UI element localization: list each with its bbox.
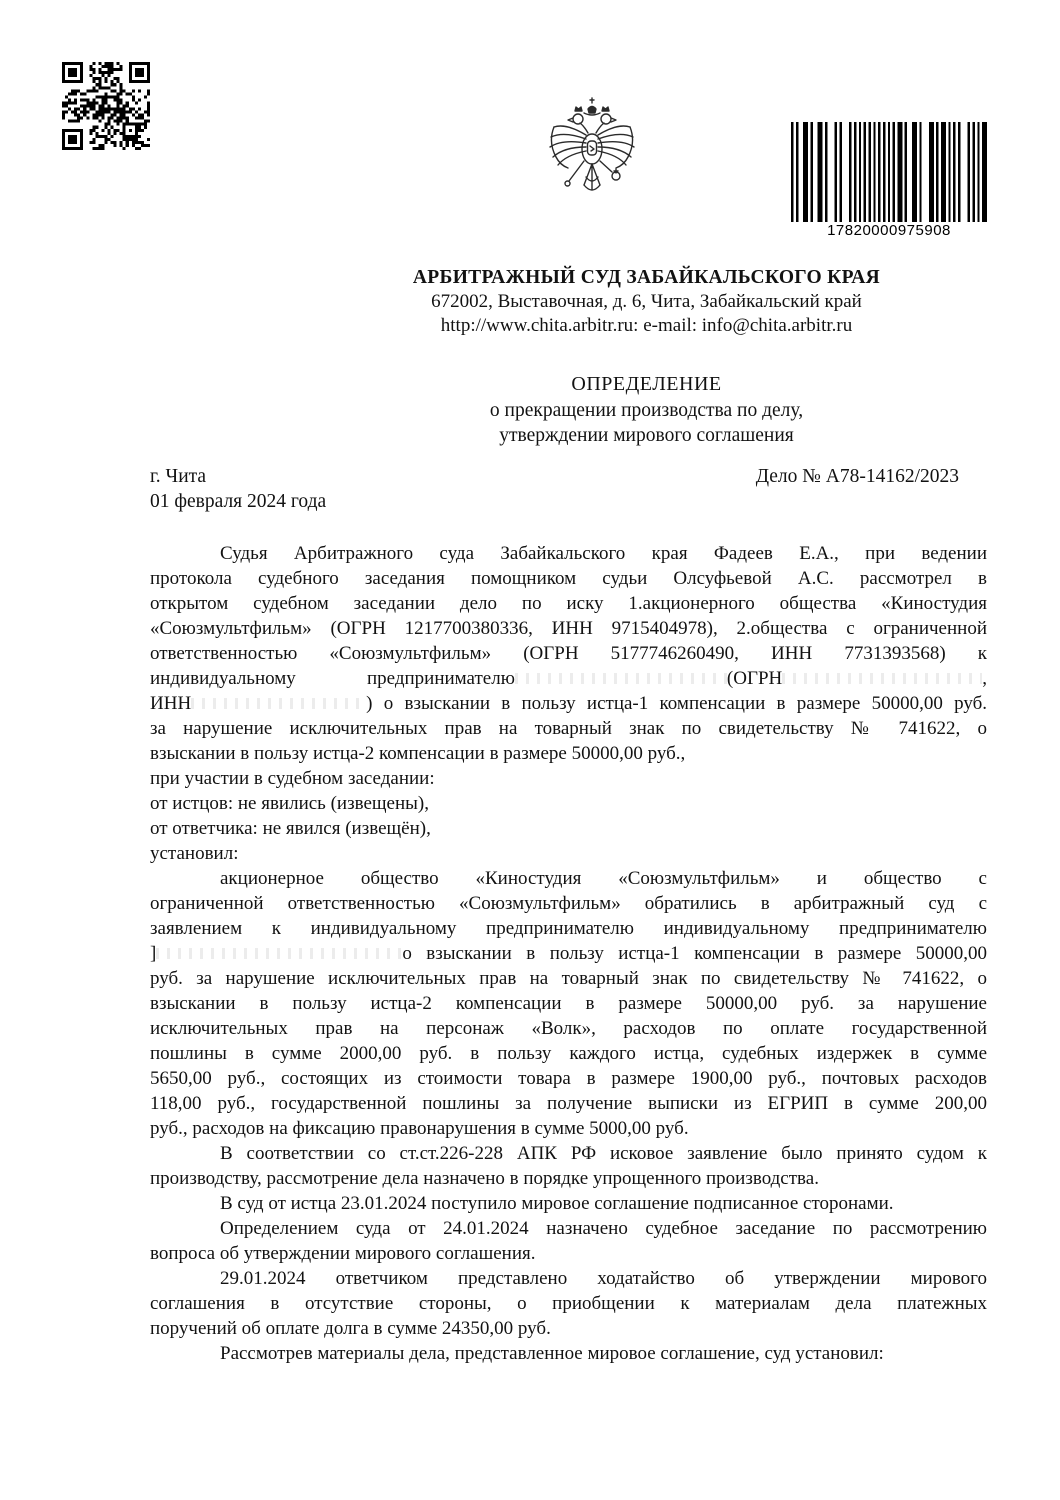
body-line: от ответчика: не явился (извещён), [150,818,431,839]
redacted-text [191,698,366,709]
body-line: руб., расходов на фиксацию правонарушения в сумме 5000,00 руб. [150,1118,689,1139]
body-line: за нарушение исключительных прав на товарный знак по свидетельству № 741622, о [150,718,987,739]
body-line: открытом судебном заседании дело по иску 1.акционерного общества «Киностудия [150,593,987,614]
case-date: 01 февраля 2024 года [150,491,327,512]
body-line: акционерное общество «Киностудия «Союзмультфильм» и общество с [220,868,987,889]
redacted-text [156,948,402,959]
court-header [150,266,1060,338]
body-line: исключительных прав на персонаж «Волк», расходов по оплате государственной [150,1018,987,1039]
body-line: 5650,00 руб., состоящих из стоимости товара в размере 1900,00 руб., почтовых расходов [150,1068,987,1089]
body-line: соглашения в отсутствие стороны, о приобщении к материалам дела платежных [150,1293,987,1314]
body-line: заявлением к индивидуальному предпринимателю индивидуальному предпринимателю [150,918,987,939]
barcode-icon [791,122,987,222]
body-line: 118,00 руб., государственной пошлины за получение выписки из ЕГРИП в сумме 200,00 [150,1093,987,1114]
document-subtitle-1: о прекращении производства по делу, [489,400,804,421]
document-title: ОПРЕДЕЛЕНИЕ [571,373,722,395]
coat-of-arms-icon [546,97,638,203]
body-line: установил: [150,843,239,864]
court-name: АРБИТРАЖНЫЙ СУД ЗАБАЙКАЛЬСКОГО КРАЯ [412,267,881,288]
body-line: взыскании в пользу истца-2 компенсации в размере 50000,00 руб. за нарушение [150,993,987,1014]
case-number: Дело № А78-14162/2023 [755,466,959,487]
body-line: поручений об оплате долга в сумме 24350,00 руб. [150,1318,551,1339]
body-line: ] о взыскании в пользу истца-1 компенсации в размере 50000,00 [150,943,987,964]
body-line: индивидуальному предпринимателю (ОГРН , [150,668,987,689]
body-line: взыскании в пользу истца-2 компенсации в размере 50000,00 руб., [150,743,686,764]
body-line: ограниченной ответственностью «Союзмультфильм» обратились в арбитражный суд с [150,893,987,914]
body-line: Определением суда от 24.01.2024 назначено судебное заседание по рассмотрению [220,1218,987,1239]
body-line: ответственностью «Союзмультфильм» (ОГРН 5177746260490, ИНН 7731393568) к [150,643,987,664]
body-line: от истцов: не явились (извещены), [150,793,429,814]
body-line: В соответствии со ст.ст.226-228 АПК РФ исковое заявление было принято судом к [220,1143,987,1164]
qr-code-icon [62,62,150,150]
document-subtitle-2: утверждении мирового соглашения [499,425,794,446]
case-info-row [150,464,987,489]
case-city: г. Чита [150,466,207,487]
body-line: 29.01.2024 ответчиком представлено ходатайство об утверждении мирового [220,1268,987,1289]
body-line: протокола судебного заседания помощником судьи Олсуфьевой А.С. рассмотрел в [150,568,987,589]
redacted-text [782,673,982,684]
body-line: ИНН ) о взыскании в пользу истца-1 компенсации в размере 50000,00 руб. [150,693,987,714]
redacted-text [515,673,727,684]
body-line: пошлины в сумме 2000,00 руб. в пользу каждого истца, судебных издержек в сумме [150,1043,987,1064]
body-line: руб. за нарушение исключительных прав на товарный знак по свидетельству № 741622, о [150,968,987,989]
body-line: «Союзмультфильм» (ОГРН 1217700380336, ИНН 9715404978), 2.общества с ограниченной [150,618,987,639]
body-line: Судья Арбитражного суда Забайкальского края Фадеев Е.А., при ведении [220,543,987,564]
court-contacts: http://www.chita.arbitr.ru: e-mail: info@chita.arbitr.ru [440,315,853,336]
body-line: производству, рассмотрение дела назначено в порядке упрощенного производства. [150,1168,819,1189]
barcode [791,122,987,239]
document-body [150,541,987,1366]
body-line: В суд от истца 23.01.2024 поступило мировое соглашение подписанное сторонами. [220,1193,894,1214]
body-line: при участии в судебном заседании: [150,768,435,789]
document-title-block [150,371,1060,448]
court-address: 672002, Выставочная, д. 6, Чита, Забайкальский край [431,291,862,312]
body-line: Рассмотрев материалы дела, представленное мировое соглашение, суд установил: [220,1343,884,1364]
body-line: вопроса об утверждении мирового соглашения. [150,1243,536,1264]
barcode-number: 17820000975908 [827,222,951,239]
